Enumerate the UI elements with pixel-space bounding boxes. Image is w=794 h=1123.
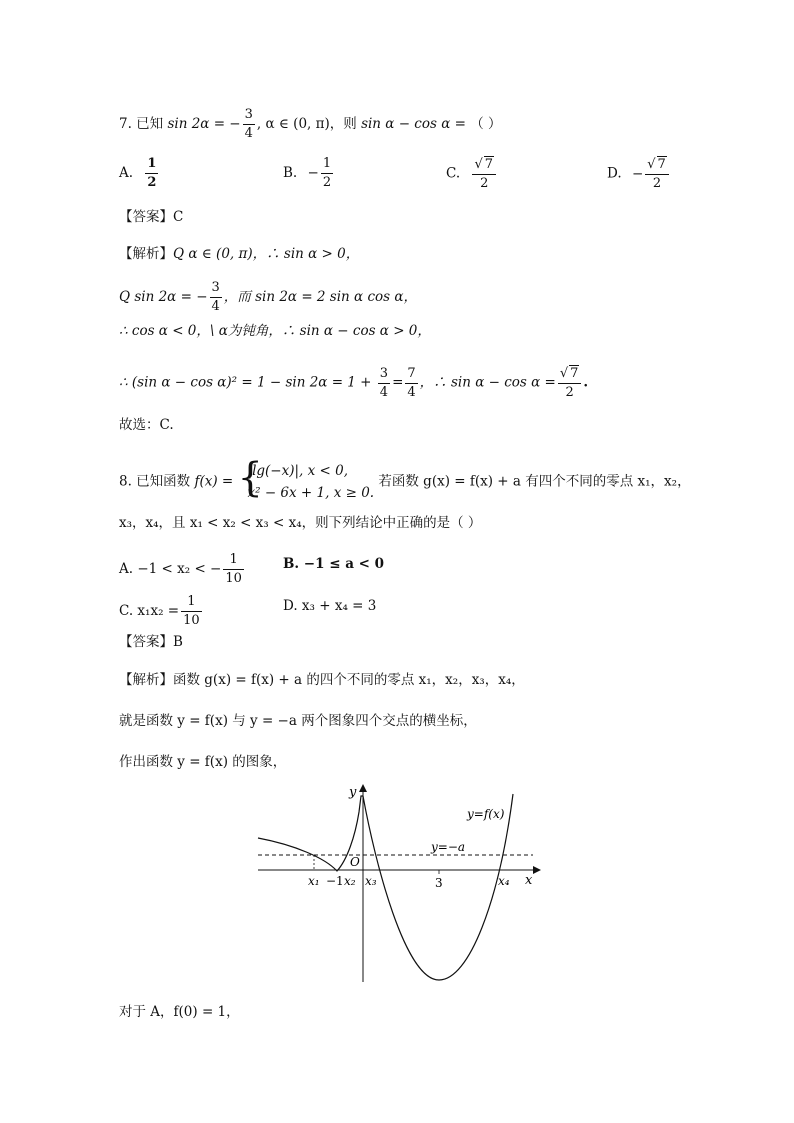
q8-analysis-1: 【解析】函数 g(x) = f(x) + a 的四个不同的零点 x₁，x₂，x₃，x₄， [119, 672, 525, 688]
fraction-3-4: $\frac{3}{4}$ [244, 107, 253, 141]
q7-option-b: B. − $\frac{1}{2}$ [283, 156, 332, 190]
x-axis-label: x [525, 873, 533, 888]
tick-x2: x₂ [344, 874, 356, 888]
q7-option-c: C. $\frac{√ 7}{2}$ [446, 156, 498, 192]
q8-stem: 8. 已知函数 f(x) = { |lg(−x)|, x < 0, x² − 6x + 1, x ≥ 0. 若函数 g(x) = f(x) + a 有四个不同的零点 x₁，x₂， [119, 460, 691, 504]
q8-option-c: C. x₁x₂ = $\frac{1}{10}$ [119, 594, 200, 628]
q7-analysis-3: ∴ cos α < 0，\ α为钝角，∴ sin α − cos α > 0， [119, 323, 431, 339]
q7-analysis-2: Q sin 2α = − $\frac{3}{4}$ ，而 sin 2α = 2 sin α cos α， [119, 280, 417, 314]
q8-option-a: A. −1 < x₂ < − $\frac{1}{10}$ [119, 552, 242, 586]
y-axis-label: y [349, 785, 357, 800]
y-axis-arrow [359, 784, 367, 792]
q7-answer: 【答案】C [119, 209, 184, 225]
q8-stem-c: x₃，x₄，且 x₁ < x₂ < x₃ < x₄，则下列结论中正确的是（ ） [119, 515, 482, 531]
q8-analysis-3: 作出函数 y = f(x) 的图象， [119, 754, 287, 770]
q7-target: sin α − cos α = [361, 116, 466, 132]
curve-label: y=f(x) [467, 807, 505, 821]
origin-label: O [350, 855, 360, 869]
q7-pick: 故选：C. [119, 417, 174, 433]
q8-option-b: B. −1 ≤ a < 0 [283, 556, 385, 572]
q8-answer: 【答案】B [119, 634, 183, 650]
q7-condition-b: , α ∈ (0, π)，则 [256, 116, 357, 132]
function-graph [255, 782, 545, 987]
tick-neg1: −1 [326, 874, 344, 888]
curve-left-branch [258, 796, 363, 871]
tick-x4: x₄ [498, 874, 510, 888]
tick-x3: x₃ [365, 874, 377, 888]
q8-stem-b: 若函数 g(x) = f(x) + a 有四个不同的零点 x₁，x₂， [378, 473, 691, 490]
q8-option-d: D. x₃ + x₄ = 3 [283, 598, 377, 614]
q8-analysis-2: 就是函数 y = f(x) 与 y = −a 两个图象四个交点的横坐标， [119, 713, 477, 729]
q8-analysis-4: 对于 A，f(0) = 1， [119, 1004, 240, 1020]
q7-option-a: A. $\frac{1}{2}$ [119, 156, 157, 190]
q7-paren: （ ） [470, 116, 502, 132]
q7-analysis-4: ∴ (sin α − cos α)² = 1 − sin 2α = 1 + $\frac{3}{4}$ = $\frac{7}{4}$ ，∴ sin α − cos α = $\frac{√ 7}{2}$ . [119, 365, 589, 400]
piecewise-function: { |lg(−x)|, x < 0, x² − 6x + 1, x ≥ 0. [237, 455, 375, 501]
q7-option-d: D. − $\frac{√ 7}{2}$ [607, 156, 671, 192]
q7-analysis-1: 【解析】Q α ∈ (0, π)，∴ sin α > 0， [119, 246, 360, 262]
q7-label: 7. 已知 [119, 116, 164, 132]
x-axis-arrow [533, 866, 541, 874]
line-label: y=−a [431, 840, 466, 854]
q7-condition: sin 2α = − [167, 116, 241, 132]
tick-x1: x₁ [308, 874, 320, 888]
tick-3: 3 [435, 876, 443, 890]
q7-stem [119, 107, 502, 142]
